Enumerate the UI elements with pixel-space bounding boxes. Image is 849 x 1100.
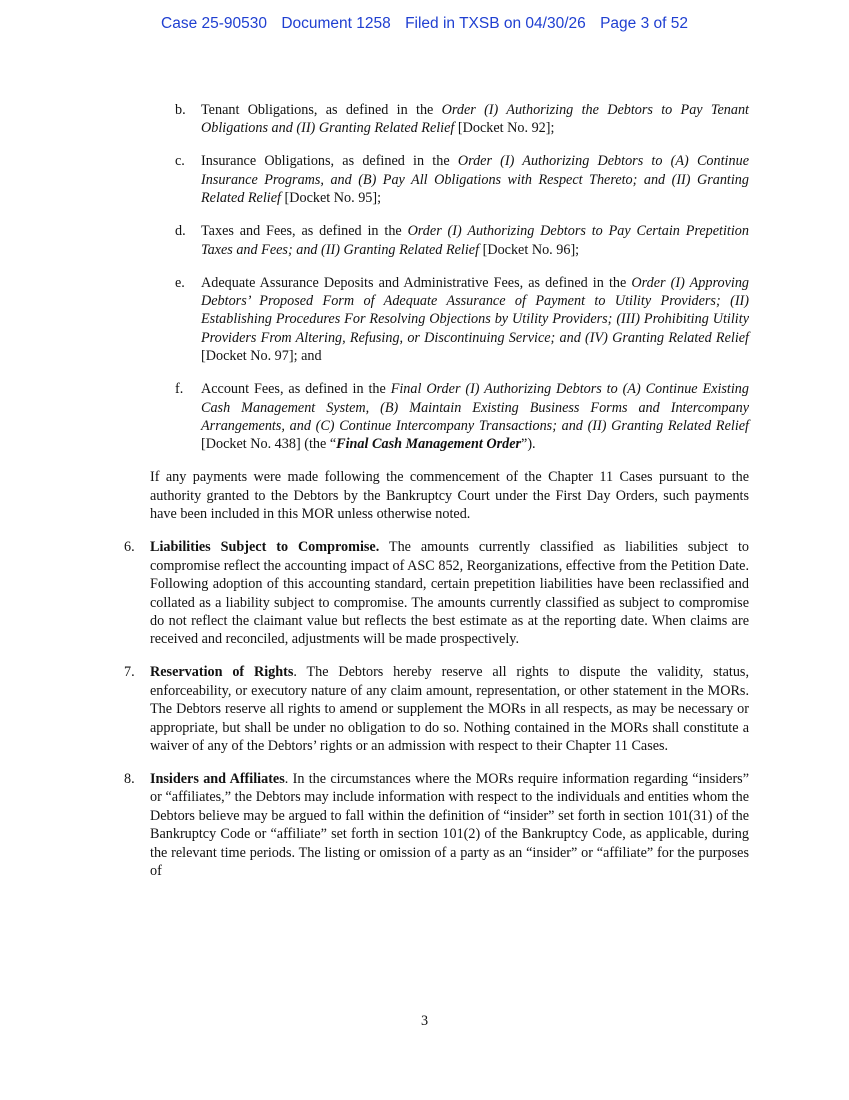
- list-label: f.: [175, 381, 184, 398]
- first-day-orders-paragraph: If any payments were made following the commencement of the Chapter 11 Cases pursuant to the authority granted to the Debtors by the Bankruptcy Court under the First Day Orders, such payments have been included in this MOR unless otherwise noted.: [150, 469, 749, 523]
- section-text: . The Debtors hereby reserve all rights to dispute the validity, status, enforceability, or executory nature of any claim amount, representation, or other statement in the MORs. The Debtors reserve all rights to amend or supplement the MORs in all respects, as may be necessary or appropriate, but shall be under no obligation to do so. Nothing contained in the MORs shall constitute a waiver of any of the Debtors’ rights or an admission with respect to their Chapter 11 Cases.: [150, 664, 749, 754]
- list-text: Taxes and Fees, as defined in the: [201, 223, 408, 240]
- list-label: c.: [175, 153, 185, 170]
- docket-ref: [Docket No. 95];: [280, 190, 382, 207]
- section-text: The amounts currently classified as liabilities subject to compromise reflect the accounting impact of ASC 852, Reorganizations, effective from the Petition Date. Following adoption of this accounting standard, certain prepetition liabilities have been reclassified and collated as a liability subject to compromise. The amounts currently classified as subject to compromise do not reflect the claimant value but reflects the best estimate as at the reporting date. When claims are received and reconciled, adjustments will be made prospectively.: [150, 539, 749, 648]
- section-number: 8.: [124, 770, 135, 787]
- section-heading: Reservation of Rights: [150, 664, 294, 681]
- filed-stamp: Filed in TXSB on 04/30/26: [405, 15, 586, 32]
- section-text: . In the circumstances where the MORs require information regarding “insiders” or “affiliates,” the Debtors may include information with respect to the individuals and entities whom the Debtors believe may be argued to fall within the definition of “insider” set forth in section 101(31) of the Bankruptcy Code or “affiliate” set forth in section 101(2) of the Bankruptcy Code, as applicable, during the relevant time periods. The listing or omission of a party as an “insider” or “affiliate” for the purposes of: [150, 770, 749, 879]
- section-6: [124, 538, 749, 648]
- list-item-e: [150, 274, 749, 366]
- docket-ref: [Docket No. 438] (the “: [201, 436, 337, 453]
- list-item-f: [150, 380, 749, 454]
- defined-term: Final Cash Management Order: [336, 436, 522, 453]
- list-item-c: [150, 152, 749, 207]
- list-item-d: [150, 222, 749, 259]
- list-text: Account Fees, as defined in the: [201, 381, 391, 398]
- list-item-b: [150, 101, 749, 138]
- list-text: Insurance Obligations, as defined in the: [201, 153, 458, 170]
- section-heading: Liabilities Subject to Compromise.: [150, 539, 380, 556]
- list-label: e.: [175, 274, 185, 291]
- document-body: [124, 101, 750, 895]
- docket-ref: [Docket No. 92];: [454, 120, 555, 137]
- docket-ref: [Docket No. 96];: [479, 241, 580, 258]
- order-title: Order (I) Authorizing Debtors to (A) Continue Insurance Programs, and (B) Pay All Obligations with Respect Thereto; and (II) Granting Related Relief: [201, 153, 749, 207]
- section-8: [124, 770, 749, 880]
- order-title: Final Order (I) Authorizing Debtors to (A) Continue Existing Cash Management System, (B) Maintain Existing Business Forms and Intercompany Arrangements, and (C) Continue Intercompany Transactions; and (II) Granting Related Relief: [201, 381, 749, 435]
- section-7: [124, 663, 749, 755]
- section-number: 6.: [124, 539, 135, 556]
- closing-punctuation: ”).: [521, 436, 536, 453]
- order-title: Order (I) Approving Debtors’ Proposed Form of Adequate Assurance of Payment to Utility Providers; (II) Establishing Procedures For Resolving Objections by Utility Providers; (III) Prohibiting Utility Providers From Altering, Refusing, or Discontinuing Service; and (IV) Granting Related Relief: [201, 274, 750, 346]
- section-heading: Insiders and Affiliates: [150, 770, 285, 787]
- filing-header: [0, 15, 849, 33]
- page-count: Page 3 of 52: [600, 15, 688, 32]
- docket-ref: [Docket No. 97]; and: [201, 348, 322, 365]
- list-text: Tenant Obligations, as defined in the: [201, 102, 442, 118]
- order-title: Order (I) Authorizing the Debtors to Pay Tenant Obligations and (II) Granting Related Relief: [201, 102, 749, 137]
- page-number: 3: [420, 1013, 429, 1029]
- list-label: b.: [175, 102, 186, 118]
- list-label: d.: [175, 223, 186, 240]
- document-number: Document 1258: [281, 15, 391, 32]
- section-number: 7.: [124, 664, 135, 681]
- order-title: Order (I) Authorizing Debtors to Pay Certain Prepetition Taxes and Fees; and (II) Granting Related Relief: [201, 223, 749, 258]
- case-number: Case 25-90530: [161, 15, 268, 32]
- list-text: Adequate Assurance Deposits and Administrative Fees, as defined in the: [201, 274, 632, 291]
